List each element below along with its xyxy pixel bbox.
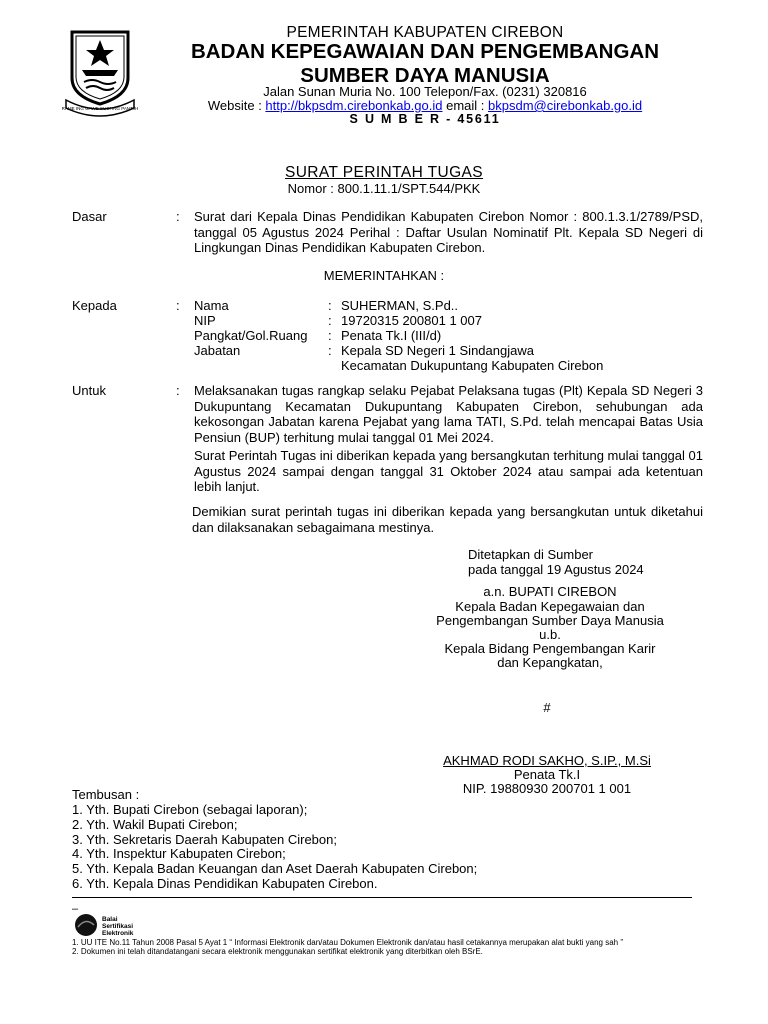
contact-line	[150, 98, 700, 113]
website-link[interactable]: http://bkpsdm.cirebonkab.go.id	[265, 98, 443, 113]
kepada-value-pangkat: Penata Tk.I (III/d)	[341, 328, 442, 343]
untuk-label: Untuk	[72, 383, 106, 398]
untuk-colon: :	[176, 383, 180, 398]
kepada-value-nip: 19720315 200801 1 007	[341, 313, 482, 328]
signature-office-2: Pengembangan Sumber Daya Manusia	[436, 613, 664, 628]
agency-address: Jalan Sunan Muria No. 100 Telepon/Fax. (0231) 320816	[263, 84, 587, 99]
kepada-key-jabatan: Jabatan	[194, 343, 241, 358]
kepada-value-jabatan-line2: Kecamatan Dukupuntang Kabupaten Cirebon	[341, 358, 604, 373]
kepada-key-nama: Nama	[194, 298, 229, 313]
kepada-key-nip: NIP	[194, 313, 216, 328]
agency-name-line2: SUMBER DAYA MANUSIA	[300, 64, 550, 87]
footer-divider	[72, 897, 692, 898]
tembusan-item: 6. Yth. Kepala Dinas Pendidikan Kabupaten Cirebon.	[72, 875, 378, 891]
untuk-paragraph-2: Surat Perintah Tugas ini diberikan kepada yang bersangkutan terhitung mulai tanggal 01 Agustus 2024 sampai dengan tanggal 31 Oktober 2024 atau sampai ada ketentuan lebih lanjut.	[194, 448, 703, 495]
bsre-text-2: Sertifikasi	[102, 923, 134, 930]
tembusan-item: 1. Yth. Bupati Cirebon (sebagai laporan);	[72, 802, 308, 817]
dasar-text: Surat dari Kepala Dinas Pendidikan Kabupaten Cirebon Nomor : 800.1.3.1/2789/PSD, tanggal 05 Agustus 2024 Perihal : Daftar Usulan Nominatif Plt. Kepala SD Negeri di Lingkungan Dinas Pendidikan Kabupaten Cirebon.	[194, 209, 703, 256]
tembusan-item: 5. Yth. Kepala Badan Keuangan dan Aset Daerah Kabupaten Cirebon;	[72, 861, 478, 877]
order-heading: MEMERINTAHKAN :	[323, 268, 445, 283]
tembusan-list	[72, 803, 477, 892]
letter-number: Nomor : 800.1.11.1/SPT.544/PKK	[287, 181, 481, 196]
kepada-colon: :	[176, 298, 180, 313]
kepada-label: Kepada	[72, 298, 117, 313]
dasar-colon: :	[176, 209, 180, 224]
government-name: PEMERINTAH KABUPATEN CIREBON	[286, 24, 564, 41]
signature-office-3: Kepala Bidang Pengembangan Karir	[444, 641, 656, 656]
tembusan-item: 3. Yth. Sekretaris Daerah Kabupaten Cirebon;	[72, 831, 337, 847]
letter-title: SURAT PERINTAH TUGAS	[284, 164, 484, 181]
kepada-sep: :	[328, 328, 332, 343]
closing-paragraph: Demikian surat perintah tugas ini diberikan kepada yang bersangkutan untuk diketahui dan dilaksanakan sebagaimana mestinya.	[192, 504, 703, 535]
signature-office-4: dan Kepangkatan,	[497, 655, 603, 670]
untuk-paragraph-1: Melaksanakan tugas rangkap selaku Pejabat Pelaksana tugas (Plt) Kepala SD Negeri 3 Dukupuntang Kecamatan Dukupuntang Kabupaten Cirebon, sehubungan ada kekosongan Jabatan karena Pejabat yang lama TATI, S.Pd. telah mencapai Batas Usia Pensiun (BUP) terhitung mulai tanggal 01 Mei 2024.	[194, 383, 703, 445]
kepada-sep: :	[328, 313, 332, 328]
signature-office-1: Kepala Badan Kepegawaian dan	[455, 599, 645, 614]
signature-date: pada tanggal 19 Agustus 2024	[468, 562, 644, 577]
signatory-nip: NIP. 19880930 200701 1 001	[462, 781, 632, 796]
bsre-text-1: Balai	[102, 916, 118, 923]
bsre-text-3: Elektronik	[102, 930, 134, 937]
tembusan-item: 2. Yth. Wakil Bupati Cirebon;	[72, 816, 238, 832]
signatory-rank: Penata Tk.I	[513, 767, 581, 782]
email-label: email :	[442, 98, 488, 113]
kepada-value-jabatan: Kepala SD Negeri 1 Sindangjawa	[341, 343, 534, 358]
tembusan-label: Tembusan :	[72, 787, 140, 802]
kepada-value-nama: SUHERMAN, S.Pd..	[341, 298, 459, 313]
footer-note-2: 2. Dokumen ini telah ditandatangani secara elektronik menggunakan sertifikat elektronik yang diterbitkan oleh BSrE.	[72, 947, 483, 956]
tembusan-item: 4. Yth. Inspektur Kabupaten Cirebon;	[72, 846, 286, 862]
footer-note-1: 1. UU ITE No.11 Tahun 2008 Pasal 5 Ayat 1 “ Informasi Elektronik dan/atau Dokumen Elektronik dan/atau hasil cetakannya merupakan alat bukti yang sah ”	[72, 938, 623, 947]
kepada-key-pangkat: Pangkat/Gol.Ruang	[194, 328, 308, 343]
dasar-label: Dasar	[72, 209, 107, 224]
signature-ub: u.b.	[539, 627, 561, 642]
agency-name-line1: BADAN KEPEGAWAIAN DAN PENGEMBANGAN	[190, 40, 660, 63]
crest-motto: RAME ING GAWE SUCI ING PAMRIH	[62, 106, 138, 111]
regency-crest-logo	[62, 26, 138, 118]
city-postal-code: S U M B E R - 45611	[349, 112, 501, 126]
signature-mark: #	[543, 700, 551, 715]
signature-on-behalf: a.n. BUPATI CIREBON	[483, 584, 617, 599]
bsre-logo	[72, 913, 172, 937]
website-label: Website :	[207, 98, 266, 113]
kepada-sep: :	[328, 298, 332, 313]
footer-dash: –	[72, 903, 79, 915]
signature-place: Ditetapkan di Sumber	[468, 547, 594, 562]
signatory-name: AKHMAD RODI SAKHO, S.IP., M.Si	[443, 753, 651, 768]
kepada-sep: :	[328, 343, 332, 358]
email-link[interactable]: bkpsdm@cirebonkab.go.id	[488, 98, 643, 113]
